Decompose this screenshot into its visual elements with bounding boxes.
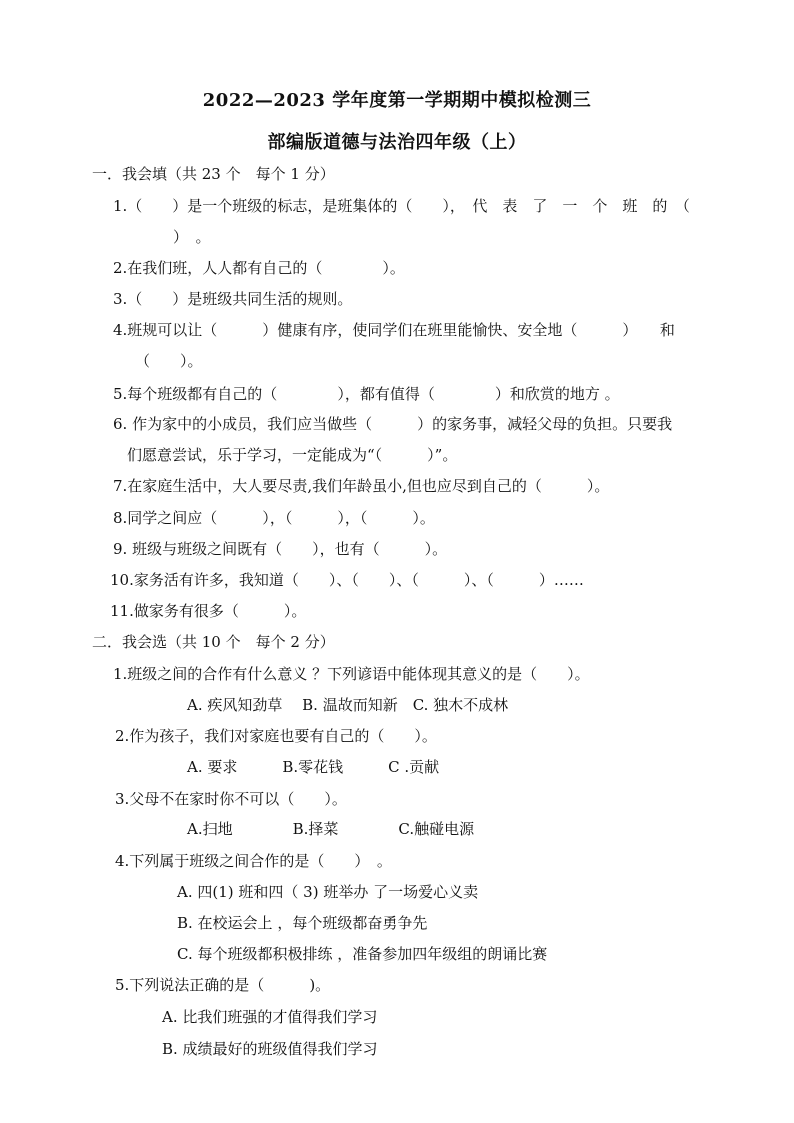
option-line: B. 在校运会上 ，每个班级都奋勇争先 [177, 914, 428, 932]
question-line: ） 。 [173, 228, 211, 246]
question-line: 们愿意尝试，乐于学习，一定能成为“（ ）”。 [127, 446, 458, 464]
question-line: 3.父母不在家时你不可以（ ）。 [115, 790, 347, 808]
question-line: 4.下列属于班级之间合作的是（ ） 。 [115, 852, 392, 870]
option-line: A.扫地 B.择菜 C.触碰电源 [187, 820, 475, 838]
option-line: A. 比我们班强的才值得我们学习 [162, 1008, 378, 1026]
question-line: 9. 班级与班级之间既有（ ），也有（ ）。 [113, 540, 448, 558]
question-line: 3.（ ）是班级共同生活的规则。 [113, 290, 353, 308]
question-line: 8.同学之间应（ ），（ ），（ ）。 [113, 509, 435, 527]
question-line: 5.下列说法正确的是（ )。 [115, 976, 331, 994]
question-line: （ ）。 [135, 352, 203, 370]
question-line: 1.（ ）是一个班级的标志，是班集体的（ ）， 代 表 了 一 个 班 的 （ [113, 197, 690, 215]
question-line: 4.班规可以让（ ）健康有序，使同学们在班里能愉快、安全地（ ） 和 [113, 321, 675, 339]
option-line: B. 成绩最好的班级值得我们学习 [162, 1040, 378, 1058]
question-line: 7.在家庭生活中，大人要尽责,我们年龄虽小,但也应尽到自己的（ ）。 [113, 477, 610, 495]
question-line: 1.班级之间的合作有什么意义 ？下列谚语中能体现其意义的是（ ）。 [113, 665, 590, 683]
question-line: 2.作为孩子，我们对家庭也要有自己的（ ）。 [115, 727, 437, 745]
option-line: A. 要求 B.零花钱 C .贡献 [187, 758, 440, 776]
question-line: 6. 作为家中的小成员，我们应当做些（ ）的家务事，减轻父母的负担。只要我 [113, 415, 673, 433]
question-line: 5.每个班级都有自己的（ ），都有值得（ ）和欣赏的地方 。 [113, 385, 620, 403]
exam-subtitle: 部编版道德与法治四年级（上） [267, 132, 527, 153]
section1-heading: 一．我会填（共 23 个 每个 1 分） [92, 165, 335, 183]
question-line: 10.家务活有许多，我知道（ ）、（ ）、（ ）、（ ）…… [110, 571, 584, 589]
section2-heading: 二．我会选（共 10 个 每个 2 分） [92, 633, 335, 651]
exam-title: 2022—2023 学年度第一学期期中模拟检测三 [202, 90, 592, 111]
option-line: C. 每个班级都积极排练 ，准备参加四年级组的朗诵比赛 [177, 945, 548, 963]
question-line: 2.在我们班，人人都有自己的（ ）。 [113, 259, 405, 277]
option-line: A. 疾风知劲草 B. 温故而知新 C. 独木不成林 [187, 696, 509, 714]
question-line: 11.做家务有很多（ ）。 [110, 602, 307, 620]
option-line: A. 四(1) 班和四（ 3) 班举办 了一场爱心义卖 [177, 883, 479, 901]
